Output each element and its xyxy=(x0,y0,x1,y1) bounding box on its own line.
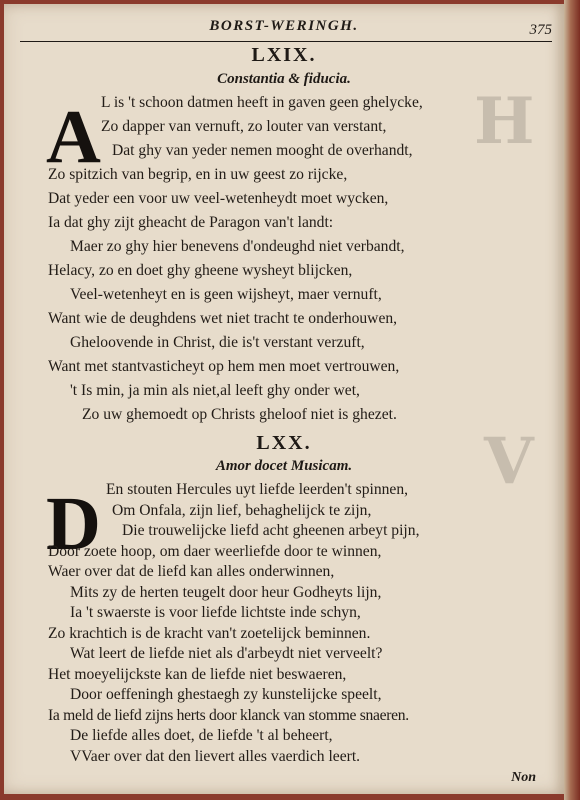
verse-line: Waer over dat de liefd kan alles onderwinnen, xyxy=(48,563,335,580)
verse-line: Mits zy de herten teugelt door heur Godheyts lijn, xyxy=(70,583,382,601)
catchword: Non xyxy=(511,770,536,785)
verse-line: Die trouwelijcke liefd acht gheenen arbeyt pijn, xyxy=(122,522,420,539)
verse-line: Zo spitzich van begrip, en in uw geest zo rijcke, xyxy=(48,166,348,183)
poem-subtitle: Constantia & fiducia. xyxy=(217,71,351,87)
verse-line: Zo uw ghemoedt op Christs gheloof niet is ghezet. xyxy=(82,406,397,423)
verse-line: Ia dat ghy zijt gheacht de Paragon van't landt: xyxy=(48,214,334,231)
verse-line: Wat leert de liefde niet als d'arbeydt niet verveelt? xyxy=(70,645,383,662)
verse-line: Veel-wetenheyt en is geen wijsheyt, maer vernuft, xyxy=(70,286,382,303)
poem-number: LXX. xyxy=(256,432,312,454)
verse-line: Door zoete hoop, om daer weerliefde door te winnen, xyxy=(48,542,382,560)
header-rule xyxy=(20,41,552,42)
verse-line: Zo dapper van vernuft, zo louter van verstant, xyxy=(101,118,387,135)
book-page xyxy=(4,4,564,794)
verse-line: Ia meld de liefd zijns herts door klanck van stomme snaeren. xyxy=(48,706,409,724)
verse-line: Helacy, zo en doet ghy gheene wysheyt blijcken, xyxy=(48,262,353,279)
verse-line: En stouten Hercules uyt liefde leerden't spinnen, xyxy=(106,481,409,498)
verse-line: Dat yeder een voor uw veel-wetenheydt moet wycken, xyxy=(48,190,389,207)
page-edge xyxy=(564,0,580,800)
verse-line: Het moeyelijckste kan de liefde niet beswaeren, xyxy=(48,665,347,683)
verse-line: Want wie de deughdens wet niet tracht te onderhouwen, xyxy=(48,310,398,327)
verse-line: Door oeffeningh ghestaegh zy kunstelijcke speelt, xyxy=(70,686,382,703)
verse-line: Dat ghy van yeder nemen mooght de overhandt, xyxy=(112,142,413,159)
verse-line: Om Onfala, zijn lief, behaghelijck te zijn, xyxy=(112,501,372,519)
verse-line: 't Is min, ja min als niet,al leeft ghy onder wet, xyxy=(70,382,360,399)
verse-line: VVaer over dat den lievert alles vaerdich leert. xyxy=(70,747,361,765)
drop-cap: A xyxy=(46,95,101,179)
page-number: 375 xyxy=(529,22,552,38)
show-through-letter: V xyxy=(484,424,534,499)
verse-line: Maer zo ghy hier benevens d'ondeughd niet verbandt, xyxy=(70,238,405,255)
verse-line: Want met stantvasticheyt op hem men moet vertrouwen, xyxy=(48,358,400,375)
verse-line: Ia 't swaerste is voor liefde lichtste inde schyn, xyxy=(70,604,361,621)
running-title: BORST-WERINGH. xyxy=(209,18,359,34)
poem-number: LXIX. xyxy=(251,44,317,66)
verse-line: Gheloovende in Christ, die is't verstant verzuft, xyxy=(70,334,365,351)
drop-cap: D xyxy=(46,482,101,566)
poem-subtitle: Amor docet Musicam. xyxy=(215,458,353,474)
verse-line: Zo krachtich is de kracht van't zoetelijck beminnen. xyxy=(48,624,371,642)
show-through-letter: H xyxy=(474,84,535,159)
verse-line: L is 't schoon datmen heeft in gaven geen ghelycke, xyxy=(101,94,423,111)
verse-line: De liefde alles doet, de liefde 't al beheert, xyxy=(70,727,333,744)
